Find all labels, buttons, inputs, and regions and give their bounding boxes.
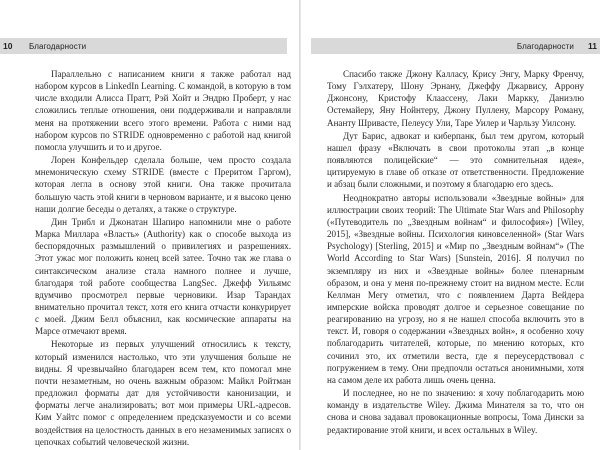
- paragraph: Параллельно с написанием книги я также работал над набором курсов в LinkedIn Learning. С командой, в которую в том числе входили Алисса Пратт, Рэй Хойт и Эндрю Проберт, у нас сложились теплые отношения, они поддерживали и направляли меня на протяжении всего этого времени. Работа с ними над набором курсов по STRIDE одновременно с работой над книгой помогла улучшить и то и другое.: [35, 69, 291, 152]
- paragraph: Неоднократно авторы использовали «Звездные войны» для иллюстрации своих теорий: The Ultimate Star Wars and Philosophy («Путеводитель по „Звездным войнам“ и философия») [Wiley, 2015], «Звездные войны. Психология киновселенной» (Star Wars Psychology) [Sterling, 2015] и «Мир по „Звездным войнам“» (The World According to Star Wars) [Sunstein, 2016]. Я получил по экземпляру из них и «Звездные войны» более пленарным образом, и она у меня по-прежнему стоит на видном месте. Если Келлман Мегу отметил, что с появлением Дарта Вейдера имперские войска проводят долгое и серьезное совещание по реагированию на угрозу, но я не нашел способа включить это в текст. И, говоря о содержании «Звездных войн», я особенно хочу поблагодарить читателей, которые, по мнению которых, кто сочинил это, их отметили веста, где я переусердствовал с погружением в тему. Они предпочли остаться анонимными, хотя на самом деле их работа лишь очень ценна.: [327, 192, 584, 385]
- paragraph: И последнее, но не по значению: я хочу поблагодарить мою команду в издательстве Wiley. Джима Минателя за то, что он снова и снова задавал провокационные вопросы, Тома Дински за редактирование этой книги, и всех остальных в Wiley.: [327, 388, 584, 435]
- paragraph: Некоторые из первых улучшений относились к тексту, который изменился настолько, что эти улучшения больше не видны. Я чрезвычайно благодарен всем тем, кто помогал мне почти незаметным, но очень важным образом: Майкл Ройтман предложил форматы дат для устойчивости канонизации, и форматы легче анализировать; вот мои примеры URL-адресов. Ким Уайтс помог с определением предсказуемости и со всеми воздействия на целостность данных в его незаменимых записях о цепочках событий человеческой жизни.: [35, 339, 291, 447]
- paragraph: Лорен Конфельдер сделала больше, чем просто создала мнемоническую схему STRIDE (вместе с Преритом Гаргом), которая легла в основу этой книги. Она также прочитала большую часть этой книги в черновом варианте, и я высоко ценю наши долгие беседы о деталях, а также о структуре.: [35, 155, 291, 214]
- left-page-header: [0, 38, 287, 54]
- paragraph: Дин Трибл и Джонатан Шапиро напомнили мне о работе Марка Миллара «Власть» (Authority) как о способе выхода из беспорядочных размышлений о привилегиях и разрешениях. Этот ужас мог положить конец всей затее. Точно так же глава о синтаксическом анализе стала намного полнее и лучше, благодаря той работе сообщества LangSec. Джефф Уильямс вдумчиво просмотрел первые черновики. Изар Тарандах внимательно прочитал текст, хотя его книга отчасти конкурирует с моей. Джим Белл объяснил, как космические аппараты на Марсе отмечают время.: [35, 216, 291, 337]
- left-page-number: 10: [3, 41, 13, 51]
- right-page-number: 11: [588, 41, 597, 51]
- right-running-title: Благодарности: [516, 41, 574, 51]
- right-page-body: [327, 68, 584, 437]
- right-page: [301, 0, 600, 450]
- left-running-title: Благодарности: [29, 41, 87, 51]
- left-page-body: [35, 68, 291, 449]
- paragraph: Спасибо также Джону Калласу, Крису Энгу, Марку Френчу, Тому Гэлхатеру, Шону Эрнану, Джеффу Джарвису, Аррону Джонсону, Кристофу Клаассену, Лаки Маркку, Даниэлю Остемайеру, Яну Нойнтеру, Джону Пуллену, Марсору Роману, Ананту Шривасте, Пелеусу Ули, Таре Уилер и Чарльзу Уилсону.: [327, 69, 584, 128]
- right-page-header: [311, 38, 600, 54]
- left-page: [0, 0, 299, 450]
- paragraph: Дут Барис, адвокат и киберпанк, был тем другом, который нашел фразу «Включать в свои протоколы этап „в конце появляются полицейские“ — это сомнительная идея», цитируемую в главе об отказе от ответственности. Предложение и абзац были сложными, и поэтому я благодарю его здесь.: [327, 130, 584, 190]
